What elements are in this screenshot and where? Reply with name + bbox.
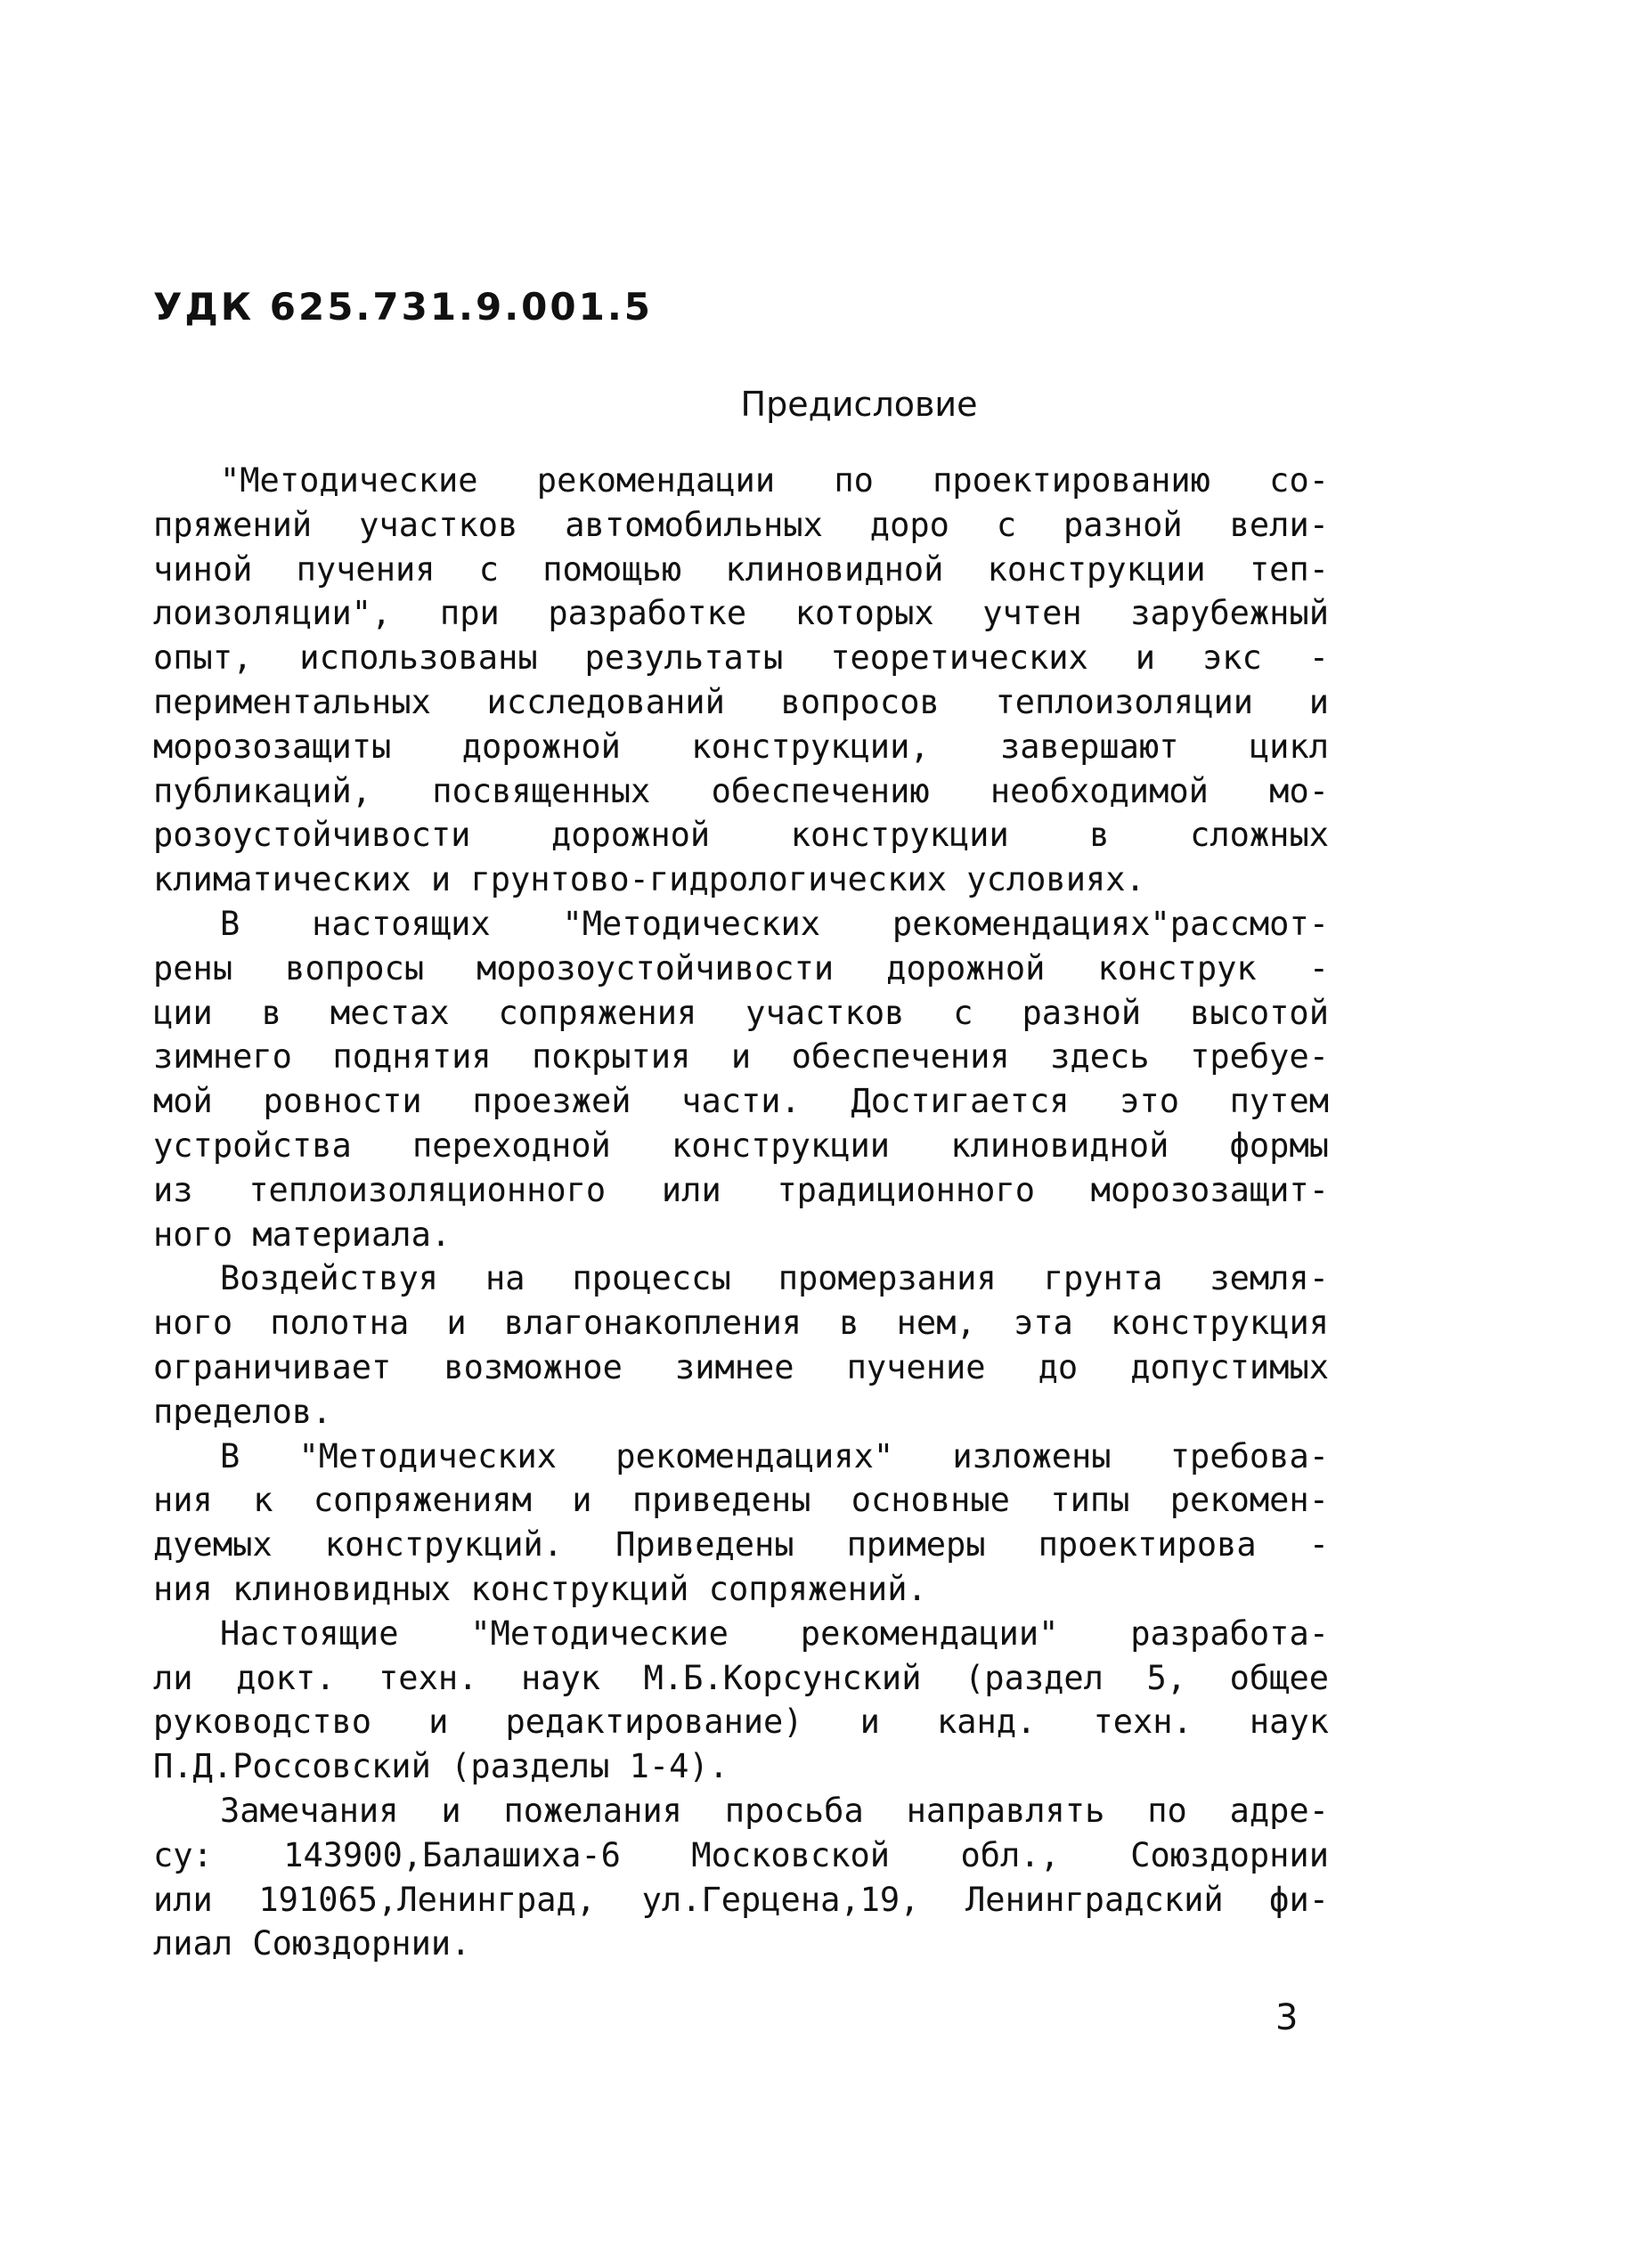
text-line: публикаций, посвященных обеспечению необходимой мо-	[153, 771, 1329, 810]
text-line: зимнего поднятия покрытия и обеспечения здесь требуе-	[153, 1037, 1329, 1077]
preface-body	[153, 459, 1329, 1966]
text-line: периментальных исследований вопросов теплоизоляции и	[153, 682, 1329, 721]
text-line: розоустойчивости дорожной конструкции в сложных	[153, 816, 1329, 855]
text-line: лиал Союздорнии.	[153, 1924, 471, 1963]
text-line: пряжений участков автомобильных доро с разной вели-	[153, 505, 1329, 544]
text-line: су: 143900,Балашиха-6 Московской обл., Союздорнии	[153, 1835, 1329, 1874]
text-line: Замечания и пожелания просьба направлять по адре-	[220, 1791, 1329, 1830]
text-line: дуемых конструкций. Приведены примеры проектирова -	[153, 1525, 1329, 1565]
text-line: ного материала.	[153, 1215, 452, 1254]
text-line: лоизоляции", при разработке которых учтен зарубежный	[153, 594, 1329, 633]
text-line: ограничивает возможное зимнее пучение до допустимых	[153, 1347, 1329, 1386]
text-line: ния к сопряжениям и приведены основные типы рекомен-	[153, 1481, 1329, 1520]
text-line: чиной пучения с помощью клиновидной конструкции теп-	[153, 549, 1329, 589]
text-line: ния клиновидных конструкций сопряжений.	[153, 1569, 927, 1608]
udk-code: УДК 625.731.9.001.5	[153, 285, 654, 329]
text-line: опыт, использованы результаты теоретических и экс -	[153, 638, 1329, 678]
text-line: пределов.	[153, 1392, 332, 1431]
text-line: П.Д.Россовский (разделы 1-4).	[153, 1747, 729, 1786]
text-line: устройства переходной конструкции клиновидной формы	[153, 1126, 1329, 1165]
text-line: ного полотна и влагонакопления в нем, эта конструкция	[153, 1304, 1329, 1343]
text-line: морозозащиты дорожной конструкции, завершают цикл	[153, 727, 1329, 766]
text-line: мой ровности проезжей части. Достигается это путем	[153, 1082, 1329, 1121]
text-line: руководство и редактирование) и канд. техн. наук	[153, 1703, 1329, 1742]
page-number: 3	[1275, 1997, 1299, 2038]
text-line: климатических и грунтово-гидрологических условиях.	[153, 860, 1145, 899]
text-line: В настоящих "Методических рекомендациях"рассмот-	[220, 904, 1329, 943]
text-line: Воздействуя на процессы промерзания грунта земля-	[220, 1259, 1329, 1298]
text-line: Настоящие "Методические рекомендации" разработа-	[220, 1614, 1329, 1653]
text-line: из теплоизоляционного или традиционного морозозащит-	[153, 1170, 1329, 1209]
text-line: "Методические рекомендации по проектированию со-	[220, 461, 1329, 500]
preface-heading: Предисловие	[740, 385, 978, 424]
text-line: В "Методических рекомендациях" изложены требова-	[220, 1436, 1329, 1475]
text-line: рены вопросы морозоустойчивости дорожной конструк -	[153, 948, 1329, 988]
text-line: или 191065,Ленинград, ул.Герцена,19, Ленинградский фи-	[153, 1880, 1329, 1919]
text-line: ли докт. техн. наук М.Б.Корсунский (раздел 5, общее	[153, 1658, 1329, 1697]
text-line: ции в местах сопряжения участков с разной высотой	[153, 993, 1329, 1032]
